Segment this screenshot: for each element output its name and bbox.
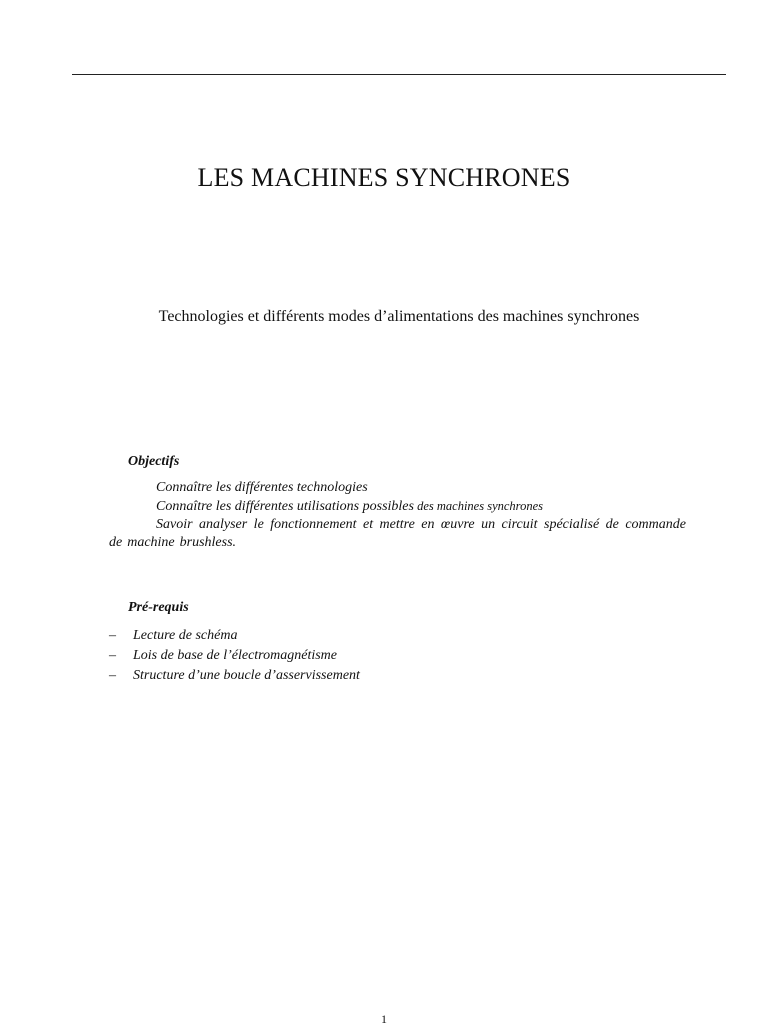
objective-item-main: Connaître les différentes utilisations possibles <box>156 499 414 514</box>
objective-item: Connaître les différentes technologies <box>156 480 368 495</box>
prerequisites-list <box>109 626 669 686</box>
prerequisite-item <box>109 666 669 686</box>
document-subtitle: Technologies et différents modes d’alimentations des machines synchrones <box>158 308 640 325</box>
prerequisite-text: Lois de base de l’électromagnétisme <box>133 648 337 663</box>
dash-bullet: – <box>109 648 116 663</box>
page-number: 1 <box>381 1012 387 1024</box>
header-rule <box>72 74 726 75</box>
objectives-list <box>109 479 686 552</box>
objective-item: Savoir analyser le fonctionnement et mettre en œuvre un circuit spécialisé de commande de machine brushless. <box>109 517 686 550</box>
dash-bullet: – <box>109 628 116 643</box>
prerequisite-item <box>109 626 669 646</box>
prerequisite-item <box>109 646 669 666</box>
objectives-heading: Objectifs <box>128 454 180 469</box>
dash-bullet: – <box>109 668 116 683</box>
document-title: LES MACHINES SYNCHRONES <box>197 163 571 192</box>
objective-item-suffix: des machines synchrones <box>413 499 543 513</box>
prerequisite-text: Lecture de schéma <box>133 628 238 643</box>
prerequisites-heading: Pré-requis <box>128 600 189 615</box>
objective-item <box>109 497 686 516</box>
prerequisite-text: Structure d’une boucle d’asservissement <box>133 668 360 683</box>
